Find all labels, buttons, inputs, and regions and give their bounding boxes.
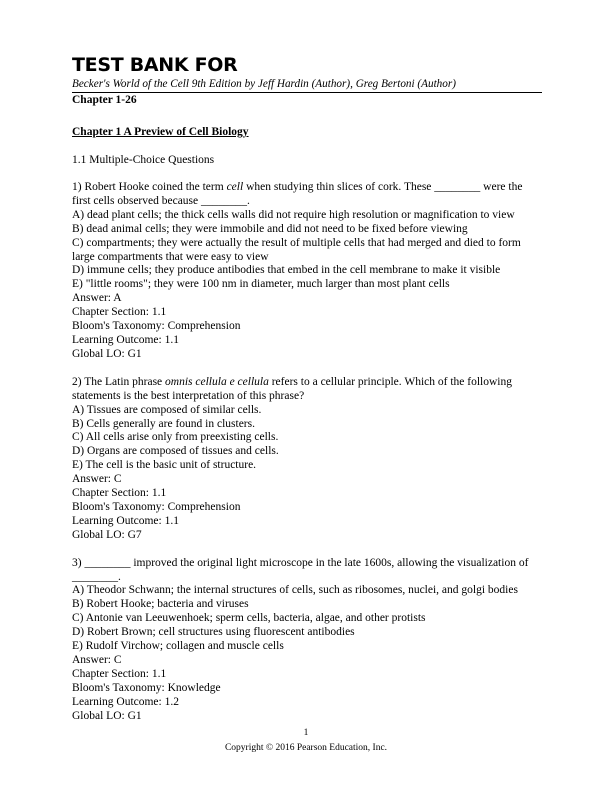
answer-option-e: E) Rudolf Virchow; collagen and muscle cells [72, 640, 284, 653]
answer-option-c: C) compartments; they were actually the result of multiple cells that had merged and died to form large compartments that were easy to view [72, 236, 521, 263]
chapter-section: Chapter Section: 1.1 [72, 667, 167, 680]
chapter-range: Chapter 1-26 [72, 94, 137, 106]
question-2 [72, 376, 542, 543]
answer-option-e: E) The cell is the basic unit of structure. [72, 459, 257, 472]
page-number: 1 [303, 728, 309, 738]
global-lo: Global LO: G1 [72, 709, 142, 722]
question-stem: 2) The Latin phrase omnis cellula e cellula refers to a cellular principle. Which of the following statements is the best interpretation of this phrase? [72, 375, 512, 402]
chapter-heading: Chapter 1 A Preview of Cell Biology [72, 126, 249, 138]
answer-key: Answer: C [72, 473, 122, 486]
test-bank-banner: TEST BANK FOR [72, 54, 238, 76]
blooms-taxonomy: Bloom's Taxonomy: Comprehension [72, 320, 241, 333]
answer-option-a: A) Tissues are composed of similar cells. [72, 403, 262, 416]
answer-option-a: A) dead plant cells; the thick cells walls did not require high resolution or magnification to view [72, 208, 515, 221]
question-stem: 3) ________ improved the original light microscope in the late 1600s, allowing the visualization of ________. [72, 556, 529, 583]
answer-option-d: D) Robert Brown; cell structures using fluorescent antibodies [72, 626, 355, 639]
question-3 [72, 557, 542, 724]
answer-option-d: D) immune cells; they produce antibodies that embed in the cell membrane to make it visible [72, 264, 501, 277]
answer-option-a: A) Theodor Schwann; the internal structures of cells, such as ribosomes, nuclei, and golgi bodies [72, 584, 518, 597]
answer-key: Answer: C [72, 654, 122, 666]
answer-option-c: C) Antonie van Leeuwenhoek; sperm cells, bacteria, algae, and other protists [72, 612, 426, 625]
document-page [72, 54, 542, 724]
learning-outcome: Learning Outcome: 1.1 [72, 333, 179, 346]
section-heading: 1.1 Multiple-Choice Questions [72, 154, 215, 166]
answer-option-e: E) "little rooms"; they were 100 nm in diameter, much larger than most plant cells [72, 278, 450, 291]
answer-option-b: B) dead animal cells; they were immobile and did not need to be fixed before viewing [72, 222, 468, 235]
copyright-notice: Copyright © 2016 Pearson Education, Inc. [224, 743, 388, 753]
question-stem: 1) Robert Hooke coined the term cell when studying thin slices of cork. These ________ were the first cells observed because ________. [72, 181, 523, 207]
question-1 [72, 181, 542, 362]
answer-key: Answer: A [72, 292, 122, 305]
global-lo: Global LO: G1 [72, 347, 142, 360]
book-subtitle: Becker's World of the Cell 9th Edition by Jeff Hardin (Author), Greg Bertoni (Author) [72, 78, 456, 90]
global-lo: Global LO: G7 [72, 528, 142, 541]
learning-outcome: Learning Outcome: 1.1 [72, 514, 179, 527]
blooms-taxonomy: Bloom's Taxonomy: Knowledge [72, 681, 221, 694]
blooms-taxonomy: Bloom's Taxonomy: Comprehension [72, 500, 241, 513]
answer-option-b: B) Cells generally are found in clusters. [72, 417, 255, 430]
answer-option-c: C) All cells arise only from preexisting cells. [72, 431, 279, 444]
chapter-section: Chapter Section: 1.1 [72, 487, 167, 500]
learning-outcome: Learning Outcome: 1.2 [72, 695, 179, 708]
answer-option-b: B) Robert Hooke; bacteria and viruses [72, 598, 249, 611]
chapter-section: Chapter Section: 1.1 [72, 306, 167, 319]
answer-option-d: D) Organs are composed of tissues and cells. [72, 445, 279, 458]
